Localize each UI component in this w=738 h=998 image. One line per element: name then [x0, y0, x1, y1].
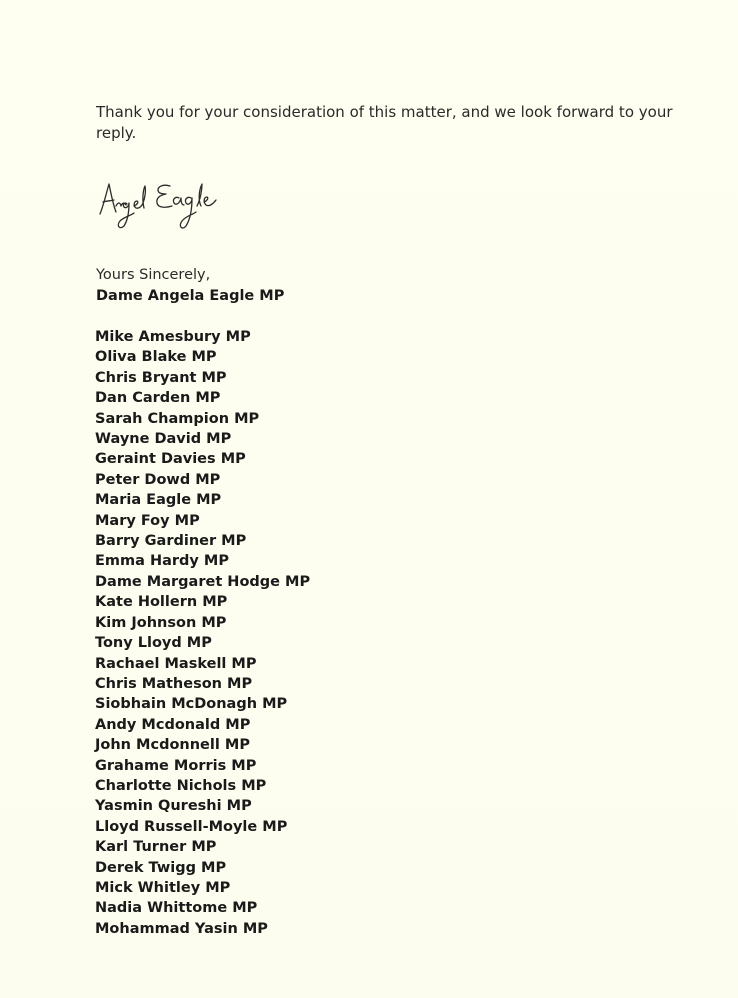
author-name: Dame Angela Eagle MP — [96, 288, 285, 304]
list-item: Geraint Davies MP — [95, 451, 246, 468]
list-item: Nadia Whittome MP — [95, 900, 258, 917]
list-item: Dame Margaret Hodge MP — [95, 573, 311, 590]
list-item: Maria Eagle MP — [95, 492, 222, 509]
list-item: Lloyd Russell-Moyle MP — [95, 818, 288, 835]
list-item: Peter Dowd MP — [95, 471, 221, 488]
list-item: Sarah Champion MP — [95, 410, 260, 427]
list-item: Kate Hollern MP — [95, 594, 228, 611]
list-item: Emma Hardy MP — [95, 553, 229, 570]
list-item: Yasmin Qureshi MP — [95, 798, 252, 815]
list-item: Mike Amesbury MP — [95, 329, 251, 345]
salutation: Yours Sincerely, — [96, 267, 211, 283]
list-item: Chris Matheson MP — [95, 675, 253, 692]
list-item: Wayne David MP — [95, 431, 232, 448]
list-item: Mohammad Yasin MP — [95, 920, 268, 937]
list-item: Chris Bryant MP — [95, 369, 227, 386]
handwritten-signature — [96, 176, 236, 236]
list-item: Derek Twigg MP — [95, 859, 227, 876]
closing-paragraph: Thank you for your consideration of this matter, and we look forward to your reply. — [96, 103, 673, 142]
list-item: Andy Mcdonald MP — [95, 716, 251, 733]
list-item: Tony Lloyd MP — [95, 635, 212, 652]
list-item: John Mcdonnell MP — [95, 737, 250, 754]
list-item: Karl Turner MP — [95, 839, 217, 856]
list-item: Dan Carden MP — [95, 390, 221, 407]
list-item: Rachael Maskell MP — [95, 655, 257, 672]
signatories-list — [95, 327, 310, 939]
list-item: Charlotte Nichols MP — [95, 777, 267, 794]
list-item: Barry Gardiner MP — [95, 533, 247, 550]
list-item: Grahame Morris MP — [95, 757, 257, 774]
list-item: Mary Foy MP — [95, 512, 200, 529]
list-item: Oliva Blake MP — [95, 349, 217, 366]
list-item: Kim Johnson MP — [95, 614, 227, 631]
list-item: Siobhain McDonagh MP — [95, 696, 288, 713]
list-item: Mick Whitley MP — [95, 879, 231, 896]
